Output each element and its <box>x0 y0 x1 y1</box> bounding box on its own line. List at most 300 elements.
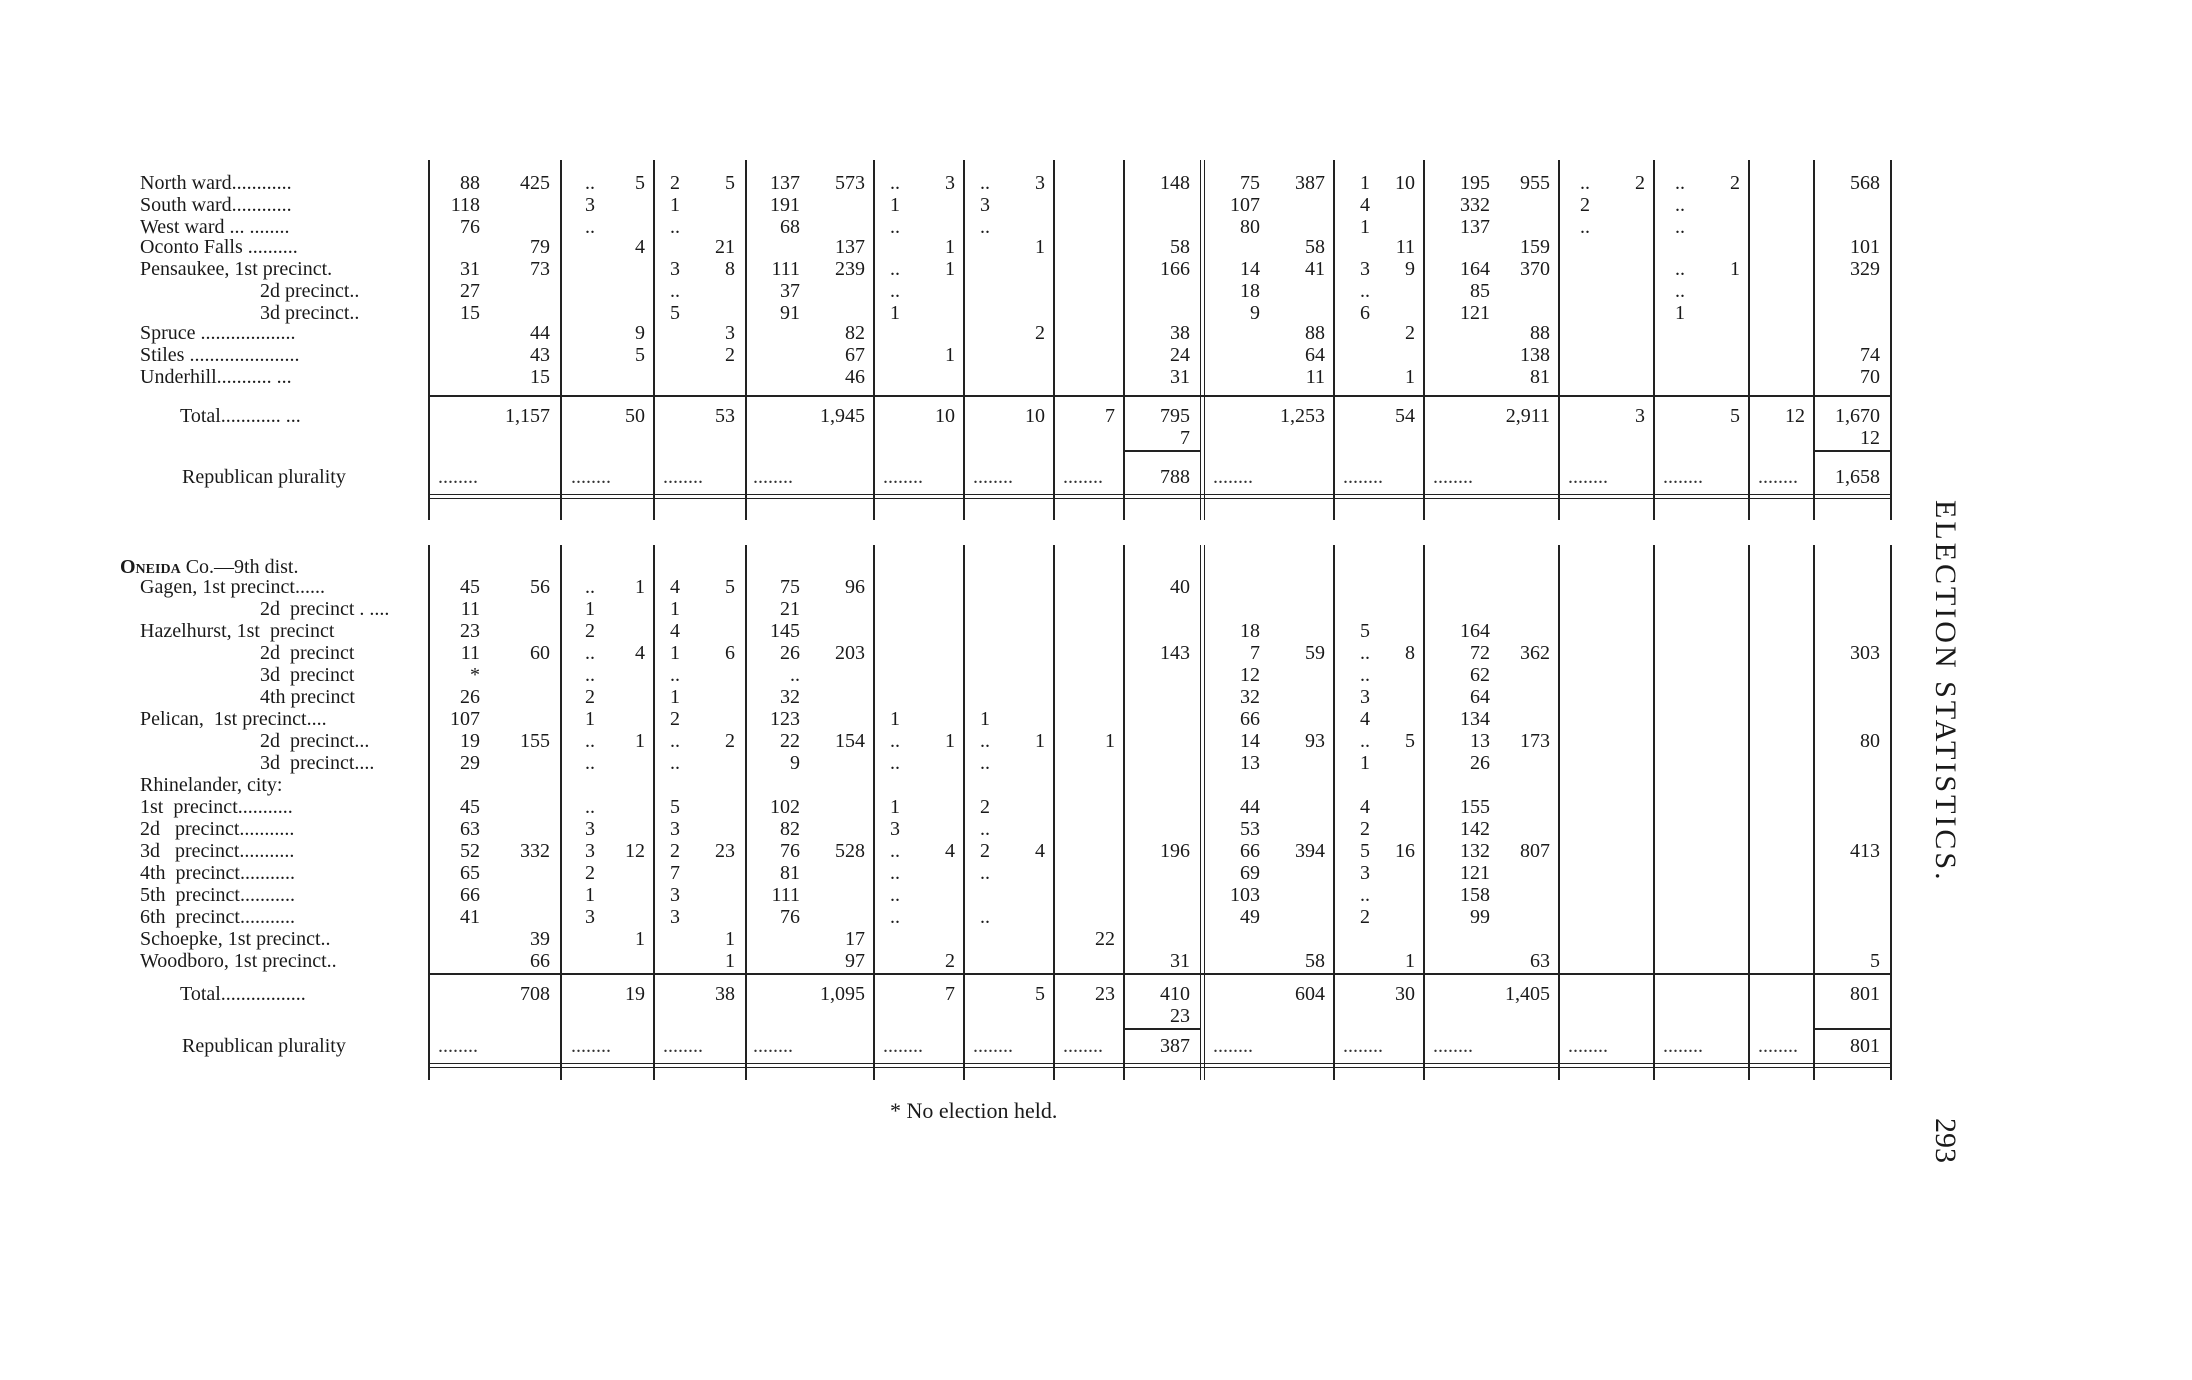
oconto-precinct-value: .. <box>1675 194 1685 216</box>
oneida-total-cell: 1,405 <box>1505 983 1550 1005</box>
oneida-total-value: 16 <box>1395 840 1415 862</box>
oconto-precinct-value: 75 <box>1240 172 1260 194</box>
oneida-precinct-value: 82 <box>780 818 800 840</box>
oconto-total-value: 148 <box>1160 172 1190 194</box>
oneida-precinct-value: .. <box>1360 642 1370 664</box>
oconto-row-label: 2d precinct.. <box>260 280 360 302</box>
oconto-total-value: 137 <box>835 236 865 258</box>
oconto-total-value: 955 <box>1520 172 1550 194</box>
oconto-precinct-value: 91 <box>780 302 800 324</box>
oneida-total-value: 31 <box>1170 950 1190 972</box>
oconto-total-value: 2 <box>1730 172 1740 194</box>
oneida-precinct-value: 3 <box>1360 686 1370 708</box>
oneida-total-cell: 1,095 <box>820 983 865 1005</box>
oneida-precinct-value: 13 <box>1240 752 1260 774</box>
oneida-precinct-value: 1 <box>890 796 900 818</box>
oneida-total-value: 93 <box>1305 730 1325 752</box>
oneida-precinct-value: 1 <box>670 598 680 620</box>
oneida-precinct-value: .. <box>585 730 595 752</box>
oconto-total-value: 5 <box>635 344 645 366</box>
oconto-total-value: 38 <box>1170 322 1190 344</box>
oneida-precinct-value: 158 <box>1460 884 1490 906</box>
oconto-precinct-value: 164 <box>1460 258 1490 280</box>
oneida-precinct-value: 23 <box>460 620 480 642</box>
oneida-plurality-cell: 801 <box>1850 1035 1880 1057</box>
oneida-total-value: 6 <box>725 642 735 664</box>
oneida-precinct-value: 76 <box>780 906 800 928</box>
oneida-precinct-value: 1 <box>890 708 900 730</box>
oneida-precinct-value: .. <box>980 862 990 884</box>
oconto-row-label: Oconto Falls .......... <box>140 236 298 258</box>
oneida-precinct-value: 99 <box>1470 906 1490 928</box>
oneida-precinct-value: 3 <box>670 818 680 840</box>
oneida-precinct-value: .. <box>890 906 900 928</box>
oneida-precinct-value: 63 <box>460 818 480 840</box>
oneida-leader-dots: ........ <box>1213 1035 1253 1057</box>
oconto-precinct-value: .. <box>670 280 680 302</box>
oconto-precinct-value: 1 <box>670 194 680 216</box>
oconto-total-value: 101 <box>1850 236 1880 258</box>
oneida-precinct-value: 1 <box>980 708 990 730</box>
oneida-row-label: 3d precinct.... <box>260 752 375 774</box>
oneida-total-value: 807 <box>1520 840 1550 862</box>
oconto-precinct-value: .. <box>890 258 900 280</box>
oconto-leader-dots: ........ <box>1063 466 1103 488</box>
oneida-precinct-value: 164 <box>1460 620 1490 642</box>
oneida-precinct-value: 12 <box>1240 664 1260 686</box>
oconto-precinct-value: .. <box>585 216 595 238</box>
oneida-total-value: 1 <box>635 928 645 950</box>
oconto-precinct-value: .. <box>980 216 990 238</box>
oneida-precinct-value: 1 <box>670 642 680 664</box>
oneida-leader-dots: ........ <box>1663 1035 1703 1057</box>
oconto-total-value: 73 <box>530 258 550 280</box>
oconto-total-value: 387 <box>1295 172 1325 194</box>
oneida-precinct-value: .. <box>980 818 990 840</box>
oneida-precinct-value: .. <box>890 840 900 862</box>
oconto-precinct-value: .. <box>1675 280 1685 302</box>
oconto-total-value: 43 <box>530 344 550 366</box>
oneida-precinct-value: .. <box>1360 884 1370 906</box>
oconto-precinct-value: 1 <box>1360 172 1370 194</box>
oconto-precinct-value: 195 <box>1460 172 1490 194</box>
subtotal-rule <box>1125 1028 1200 1030</box>
oconto-total-value: 21 <box>715 236 735 258</box>
oconto-total-value: 88 <box>1530 322 1550 344</box>
oneida-precinct-value: 9 <box>790 752 800 774</box>
oconto-precinct-value: 76 <box>460 216 480 238</box>
oneida-precinct-value: .. <box>980 730 990 752</box>
column-rule <box>560 545 562 1080</box>
oneida-precinct-value: 2 <box>670 708 680 730</box>
oneida-plurality-label: Republican plurality <box>182 1035 346 1057</box>
oneida-precinct-value: 69 <box>1240 862 1260 884</box>
oneida-precinct-value: 66 <box>460 884 480 906</box>
column-rule <box>1748 545 1750 1080</box>
oneida-total-value: 96 <box>845 576 865 598</box>
oconto-total-value: 2 <box>1635 172 1645 194</box>
column-rule <box>1748 160 1750 520</box>
oneida-precinct-value: 1 <box>585 708 595 730</box>
oneida-precinct-value: 1 <box>585 884 595 906</box>
oconto-precinct-value: .. <box>1675 172 1685 194</box>
oneida-row-label: 2d precinct........... <box>140 818 295 840</box>
oconto-precinct-value: .. <box>1580 172 1590 194</box>
oneida-total-value: 173 <box>1520 730 1550 752</box>
oneida-precinct-value: 2 <box>980 840 990 862</box>
oneida-leader-dots: ........ <box>973 1035 1013 1057</box>
oneida-total-value: 63 <box>1530 950 1550 972</box>
oneida-leader-dots: ........ <box>1433 1035 1473 1057</box>
oneida-precinct-value: 26 <box>1470 752 1490 774</box>
oconto-total-value: 67 <box>845 344 865 366</box>
oconto-total-cell: 1,945 <box>820 405 865 427</box>
oneida-total-value: 40 <box>1170 576 1190 598</box>
oconto-total-value: 3 <box>945 172 955 194</box>
oneida-precinct-value: 13 <box>1470 730 1490 752</box>
oneida-leader-dots: ........ <box>1758 1035 1798 1057</box>
oconto-total-cell: 1,253 <box>1280 405 1325 427</box>
oconto-total-value: 15 <box>530 366 550 388</box>
oneida-leader-dots: ........ <box>883 1035 923 1057</box>
oneida-precinct-value: 132 <box>1460 840 1490 862</box>
oconto-leader-dots: ........ <box>1433 466 1473 488</box>
oconto-precinct-value: 3 <box>670 258 680 280</box>
oneida-precinct-value: 2 <box>980 796 990 818</box>
oneida-total-value: 332 <box>520 840 550 862</box>
oneida-row-label: 2d precinct... <box>260 730 370 752</box>
oneida-precinct-value: .. <box>980 752 990 774</box>
oconto-precinct-value: .. <box>890 216 900 238</box>
oneida-row-label: 4th precinct........... <box>140 862 295 884</box>
oneida-precinct-value: .. <box>890 862 900 884</box>
oneida-row-label: 1st precinct........... <box>140 796 293 818</box>
oneida-row-label: 6th precinct........... <box>140 906 295 928</box>
oconto-total-value: 70 <box>1860 366 1880 388</box>
oneida-total-value: 1 <box>945 730 955 752</box>
column-rule <box>1053 160 1055 520</box>
column-rule <box>1890 160 1892 520</box>
oconto-total-value: 44 <box>530 322 550 344</box>
oneida-leader-dots: ........ <box>571 1035 611 1057</box>
oconto-total-value: 46 <box>845 366 865 388</box>
oneida-leader-dots: ........ <box>438 1035 478 1057</box>
oconto-total-value: 5 <box>635 172 645 194</box>
oconto-precinct-value: .. <box>585 172 595 194</box>
oneida-precinct-value: .. <box>980 906 990 928</box>
oconto-precinct-value: 1 <box>1675 302 1685 324</box>
oconto-leader-dots: ........ <box>883 466 923 488</box>
oconto-leader-dots: ........ <box>1663 466 1703 488</box>
oneida-precinct-value: 14 <box>1240 730 1260 752</box>
oconto-precinct-value: 3 <box>980 194 990 216</box>
oconto-plurality-label: Republican plurality <box>182 466 346 488</box>
oconto-precinct-value: .. <box>670 216 680 238</box>
oconto-total-value: 1 <box>1730 258 1740 280</box>
oconto-precinct-value: 14 <box>1240 258 1260 280</box>
oneida-precinct-value: 64 <box>1470 686 1490 708</box>
oconto-total-value: 8 <box>725 258 735 280</box>
oneida-precinct-value: .. <box>585 664 595 686</box>
oneida-total-value: 4 <box>1035 840 1045 862</box>
oneida-precinct-value: 81 <box>780 862 800 884</box>
oneida-precinct-value: 45 <box>460 576 480 598</box>
oneida-precinct-value: 142 <box>1460 818 1490 840</box>
oconto-total-value: 9 <box>1405 258 1415 280</box>
oneida-total-value: 56 <box>530 576 550 598</box>
column-rule <box>873 160 875 520</box>
oconto-precinct-value: 2 <box>670 172 680 194</box>
oneida-precinct-value: 22 <box>780 730 800 752</box>
oneida-precinct-value: 5 <box>1360 840 1370 862</box>
oneida-precinct-value: .. <box>890 752 900 774</box>
oneida-precinct-value: 66 <box>1240 840 1260 862</box>
oconto-total-value: 1 <box>1035 236 1045 258</box>
oneida-precinct-value: .. <box>1360 730 1370 752</box>
oneida-row-label: 4th precinct <box>260 686 355 708</box>
oneida-total-cell: 604 <box>1295 983 1325 1005</box>
oconto-total-value: 2 <box>725 344 735 366</box>
oconto-total-value: 79 <box>530 236 550 258</box>
oconto-precinct-value: 137 <box>770 172 800 194</box>
oneida-precinct-value: 107 <box>450 708 480 730</box>
oneida-total-cell: 30 <box>1395 983 1415 1005</box>
oneida-precinct-value: 2 <box>1360 818 1370 840</box>
oneida-total-value: 2 <box>945 950 955 972</box>
oneida-precinct-value: 4 <box>670 620 680 642</box>
plurality-double-rule <box>430 494 1890 499</box>
oneida-row-label: 2d precinct <box>260 642 355 664</box>
oconto-row-label: North ward............ <box>140 172 292 194</box>
oconto-leader-dots: ........ <box>663 466 703 488</box>
oconto-total-value: 425 <box>520 172 550 194</box>
oneida-precinct-value: 3 <box>585 840 595 862</box>
oneida-precinct-value: * <box>470 664 480 686</box>
oneida-row-label: Schoepke, 1st precinct.. <box>140 928 331 950</box>
oneida-precinct-value: 2 <box>670 840 680 862</box>
oneida-row-label: 5th precinct........... <box>140 884 295 906</box>
oneida-precinct-value: 26 <box>460 686 480 708</box>
oconto-total-value: 239 <box>835 258 865 280</box>
oneida-total-value: 8 <box>1405 642 1415 664</box>
oconto-plurality-cell: 788 <box>1160 466 1190 488</box>
oconto-total-value: 5 <box>725 172 735 194</box>
oconto-row-label: Spruce ................... <box>140 322 296 344</box>
oconto-total-value: 88 <box>1305 322 1325 344</box>
oneida-total-value: 1 <box>635 576 645 598</box>
oneida-row-label: 3d precinct........... <box>140 840 295 862</box>
oneida-precinct-value: 19 <box>460 730 480 752</box>
oneida-precinct-value: 21 <box>780 598 800 620</box>
oneida-total-value: 80 <box>1860 730 1880 752</box>
oneida-total-value: 1 <box>1105 730 1115 752</box>
oconto-total-secondary: 7 <box>1180 427 1190 449</box>
oconto-leader-dots: ........ <box>571 466 611 488</box>
oconto-total-cell: 1,157 <box>505 405 550 427</box>
oneida-total-cell: 7 <box>945 983 955 1005</box>
oneida-total-cell: 801 <box>1850 983 1880 1005</box>
oconto-total-value: 11 <box>1305 366 1325 388</box>
oneida-total-value: 413 <box>1850 840 1880 862</box>
oconto-precinct-value: 85 <box>1470 280 1490 302</box>
oconto-total-cell: 3 <box>1635 405 1645 427</box>
oneida-precinct-value: 11 <box>460 642 480 664</box>
oneida-total-value: 1 <box>635 730 645 752</box>
oconto-precinct-value: 27 <box>460 280 480 302</box>
oneida-total-value: 4 <box>635 642 645 664</box>
oneida-precinct-value: 2 <box>585 620 595 642</box>
oconto-total-value: 82 <box>845 322 865 344</box>
oneida-total-cell: 5 <box>1035 983 1045 1005</box>
oneida-row-label: 2d precinct . .... <box>260 598 390 620</box>
oneida-total-value: 2 <box>725 730 735 752</box>
oconto-total-value: 1 <box>945 236 955 258</box>
oconto-total-value: 9 <box>635 322 645 344</box>
oconto-precinct-value: 1 <box>890 194 900 216</box>
oconto-precinct-value: 332 <box>1460 194 1490 216</box>
oneida-precinct-value: 4 <box>1360 708 1370 730</box>
column-rule <box>1890 545 1892 1080</box>
oneida-precinct-value: 3 <box>890 818 900 840</box>
oneida-precinct-value: .. <box>670 752 680 774</box>
oconto-total-cell: 54 <box>1395 405 1415 427</box>
oneida-total-value: 1 <box>1405 950 1415 972</box>
oneida-precinct-value: 29 <box>460 752 480 774</box>
oconto-total-value: 74 <box>1860 344 1880 366</box>
oconto-precinct-value: .. <box>1675 258 1685 280</box>
column-rule <box>1653 160 1655 520</box>
oneida-precinct-value: 102 <box>770 796 800 818</box>
oneida-precinct-value: 62 <box>1470 664 1490 686</box>
oconto-leader-dots: ........ <box>438 466 478 488</box>
oneida-precinct-value: .. <box>1360 664 1370 686</box>
oneida-total-value: 22 <box>1095 928 1115 950</box>
oneida-precinct-value: 1 <box>670 686 680 708</box>
oconto-total-value: 2 <box>1405 322 1415 344</box>
oconto-total-value: 11 <box>1395 236 1415 258</box>
oconto-precinct-value: 1 <box>1360 216 1370 238</box>
oneida-row-label: 3d precinct <box>260 664 355 686</box>
oneida-heading-district: Co.—9th dist. <box>180 556 299 578</box>
oneida-precinct-value: 45 <box>460 796 480 818</box>
oneida-total-value: 97 <box>845 950 865 972</box>
oconto-total-value: 370 <box>1520 258 1550 280</box>
oconto-total-value: 1 <box>945 258 955 280</box>
oneida-total-value: 362 <box>1520 642 1550 664</box>
column-rule <box>560 160 562 520</box>
oconto-total-value: 329 <box>1850 258 1880 280</box>
oconto-precinct-value: .. <box>1580 216 1590 238</box>
oneida-precinct-value: .. <box>890 730 900 752</box>
oneida-total-value: 528 <box>835 840 865 862</box>
oconto-precinct-value: 4 <box>1360 194 1370 216</box>
oneida-precinct-value: 76 <box>780 840 800 862</box>
oconto-total-label: Total............ ... <box>180 405 301 427</box>
oneida-precinct-value: 26 <box>780 642 800 664</box>
oneida-total-cell: 23 <box>1095 983 1115 1005</box>
oconto-leader-dots: ........ <box>1568 466 1608 488</box>
oconto-row-label: West ward ... ........ <box>140 216 290 238</box>
oneida-precinct-value: 3 <box>670 906 680 928</box>
oconto-total-value: 64 <box>1305 344 1325 366</box>
oneida-total-value: 23 <box>715 840 735 862</box>
total-rule <box>430 395 1890 397</box>
column-rule <box>1653 545 1655 1080</box>
oneida-precinct-value: 53 <box>1240 818 1260 840</box>
running-header: ELECTION STATISTICS. <box>1929 500 1962 883</box>
oneida-precinct-value: .. <box>670 664 680 686</box>
oconto-precinct-value: 5 <box>670 302 680 324</box>
oneida-precinct-value: .. <box>790 664 800 686</box>
oneida-total-value: 1 <box>1035 730 1045 752</box>
oneida-total-value: 143 <box>1160 642 1190 664</box>
oneida-precinct-value: 111 <box>771 884 800 906</box>
oneida-precinct-value: 52 <box>460 840 480 862</box>
oconto-leader-dots: ........ <box>1758 466 1798 488</box>
footnote: * No election held. <box>890 1098 1058 1123</box>
oconto-total-value: 31 <box>1170 366 1190 388</box>
oneida-precinct-value: 65 <box>460 862 480 884</box>
oneida-leader-dots: ........ <box>1343 1035 1383 1057</box>
oneida-total-value: 58 <box>1305 950 1325 972</box>
oconto-total-cell: 10 <box>935 405 955 427</box>
oneida-precinct-value: 3 <box>670 884 680 906</box>
oconto-total-cell: 795 <box>1160 405 1190 427</box>
oconto-plurality-cell: 1,658 <box>1835 466 1880 488</box>
oconto-leader-dots: ........ <box>1213 466 1253 488</box>
oconto-total-value: 2 <box>1035 322 1045 344</box>
oneida-precinct-value: 66 <box>1240 708 1260 730</box>
oconto-total-value: 24 <box>1170 344 1190 366</box>
oneida-total-value: 12 <box>625 840 645 862</box>
oneida-precinct-value: 72 <box>1470 642 1490 664</box>
oneida-total-value: 1 <box>725 950 735 972</box>
oconto-precinct-value: 137 <box>1460 216 1490 238</box>
oconto-row-label: Stiles ...................... <box>140 344 300 366</box>
oneida-precinct-value: 7 <box>1250 642 1260 664</box>
oconto-total-value: 138 <box>1520 344 1550 366</box>
oconto-leader-dots: ........ <box>753 466 793 488</box>
oneida-total-value: 154 <box>835 730 865 752</box>
total-rule <box>430 973 1890 975</box>
oneida-precinct-value: 11 <box>460 598 480 620</box>
oconto-total-cell: 10 <box>1025 405 1045 427</box>
oconto-precinct-value: 9 <box>1250 302 1260 324</box>
oneida-precinct-value: 41 <box>460 906 480 928</box>
oneida-precinct-value: 103 <box>1230 884 1260 906</box>
oneida-total-cell: 19 <box>625 983 645 1005</box>
oneida-heading <box>120 556 440 578</box>
oneida-total-value: 196 <box>1160 840 1190 862</box>
oconto-total-cell: 5 <box>1730 405 1740 427</box>
oneida-leader-dots: ........ <box>753 1035 793 1057</box>
oneida-precinct-value: 75 <box>780 576 800 598</box>
oconto-precinct-value: 18 <box>1240 280 1260 302</box>
column-rule <box>1558 160 1560 520</box>
oconto-precinct-value: 80 <box>1240 216 1260 238</box>
oneida-precinct-value: 18 <box>1240 620 1260 642</box>
subtotal-rule <box>1125 450 1200 452</box>
oneida-precinct-value: .. <box>585 642 595 664</box>
oneida-precinct-value: 4 <box>670 576 680 598</box>
oneida-precinct-value: 7 <box>670 862 680 884</box>
oneida-precinct-value: 3 <box>585 818 595 840</box>
oconto-total-value: 1 <box>1405 366 1415 388</box>
oconto-total-value: 573 <box>835 172 865 194</box>
oneida-precinct-value: 1 <box>585 598 595 620</box>
subtotal-rule <box>1815 450 1890 452</box>
column-rule <box>1558 545 1560 1080</box>
